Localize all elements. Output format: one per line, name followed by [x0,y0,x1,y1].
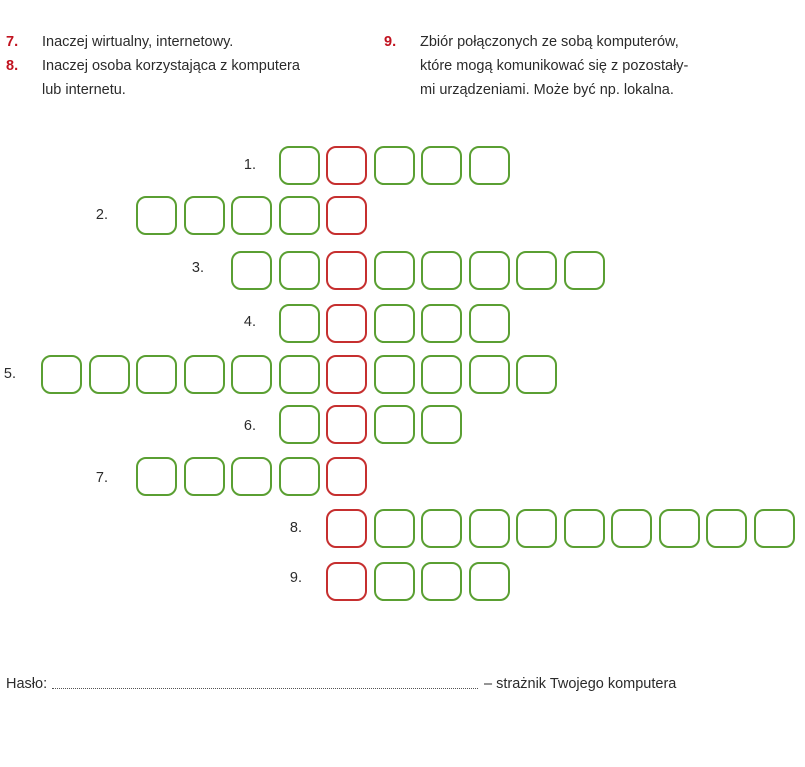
crossword-cell[interactable] [421,304,462,343]
crossword-cell[interactable] [564,509,605,548]
clue-9-text-line3: mi urządzeniami. Może być np. lokalna. [420,82,674,98]
password-cell[interactable] [326,562,367,601]
crossword-cell[interactable] [184,196,225,235]
row-number-5: 5. [3,366,16,382]
clue-9-text-line2: które mogą komunikować się z pozostały- [420,58,689,74]
crossword-cell[interactable] [136,457,177,496]
crossword-cell[interactable] [611,509,652,548]
crossword-cell[interactable] [469,509,510,548]
crossword-cell[interactable] [184,457,225,496]
crossword-cell[interactable] [374,304,415,343]
password-suffix: – strażnik Twojego komputera [484,676,677,692]
crossword-cell[interactable] [469,562,510,601]
crossword-cell[interactable] [231,196,272,235]
clue-7-text: Inaczej wirtualny, internetowy. [42,34,234,50]
clue-9-text-line1: Zbiór połączonych ze sobą komputerów, [420,34,679,50]
clue-8-continued [42,78,126,102]
crossword-cell[interactable] [136,196,177,235]
password-answer-line[interactable] [52,688,478,689]
crossword-cell[interactable] [136,355,177,394]
crossword-cell[interactable] [279,251,320,290]
crossword-cell[interactable] [374,562,415,601]
row-number-8: 8. [289,520,302,536]
clue-8-number: 8. [6,58,19,74]
crossword-cell[interactable] [516,251,557,290]
clue-8 [6,54,300,78]
clue-8-text-line1: Inaczej osoba korzystająca z komputera [42,58,300,74]
crossword-cell[interactable] [421,405,462,444]
crossword-cell[interactable] [279,457,320,496]
crossword-cell[interactable] [374,405,415,444]
crossword-cell[interactable] [469,146,510,185]
crossword-cell[interactable] [516,355,557,394]
password-label: Hasło: [6,676,48,692]
crossword-cell[interactable] [279,146,320,185]
crossword-cell[interactable] [421,146,462,185]
password-cell[interactable] [326,196,367,235]
crossword-cell[interactable] [374,146,415,185]
clue-9-continued-1 [420,54,688,78]
row-number-6: 6. [243,418,256,434]
password-cell[interactable] [326,146,367,185]
crossword-cell[interactable] [231,355,272,394]
crossword-cell[interactable] [374,355,415,394]
crossword-cell[interactable] [754,509,795,548]
crossword-cell[interactable] [231,251,272,290]
crossword-cell[interactable] [516,509,557,548]
row-number-1: 1. [243,157,256,173]
row-number-2: 2. [95,207,108,223]
crossword-cell[interactable] [659,509,700,548]
crossword-cell[interactable] [279,355,320,394]
crossword-cell[interactable] [184,355,225,394]
crossword-cell[interactable] [89,355,130,394]
password-cell[interactable] [326,405,367,444]
password-cell[interactable] [326,457,367,496]
crossword-cell[interactable] [374,509,415,548]
crossword-cell[interactable] [421,251,462,290]
clue-7 [6,30,233,54]
password-cell[interactable] [326,509,367,548]
crossword-cell[interactable] [279,304,320,343]
crossword-cell[interactable] [469,304,510,343]
clue-9-continued-2 [420,78,674,102]
clue-9-number: 9. [384,34,397,50]
clue-9 [384,30,679,54]
crossword-cell[interactable] [279,196,320,235]
crossword-cell[interactable] [469,251,510,290]
row-number-4: 4. [243,314,256,330]
clue-7-number: 7. [6,34,19,50]
password-cell[interactable] [326,251,367,290]
crossword-cell[interactable] [41,355,82,394]
crossword-cell[interactable] [469,355,510,394]
crossword-cell[interactable] [564,251,605,290]
crossword-cell[interactable] [421,509,462,548]
crossword-cell[interactable] [421,355,462,394]
crossword-cell[interactable] [374,251,415,290]
crossword-cell[interactable] [231,457,272,496]
row-number-3: 3. [191,260,204,276]
crossword-cell[interactable] [279,405,320,444]
password-cell[interactable] [326,304,367,343]
crossword-cell[interactable] [421,562,462,601]
crossword-cell[interactable] [706,509,747,548]
row-number-7: 7. [95,470,108,486]
password-cell[interactable] [326,355,367,394]
clue-8-text-line2: lub internetu. [42,82,126,98]
row-number-9: 9. [289,570,302,586]
